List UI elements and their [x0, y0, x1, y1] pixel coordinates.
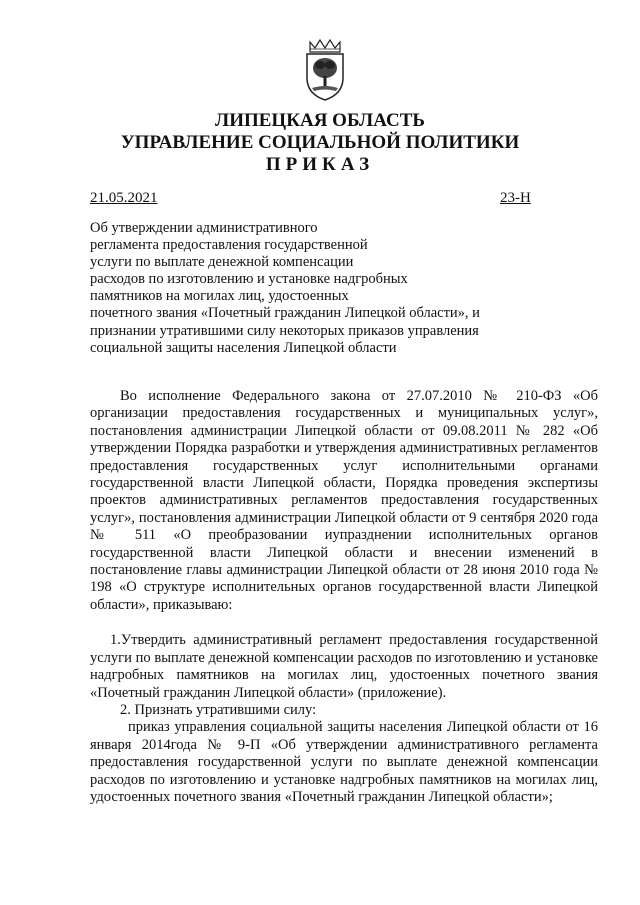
- region-title: ЛИПЕЦКАЯ ОБЛАСТЬ: [215, 110, 425, 131]
- subject-line: регламента предоставления государственной: [90, 237, 368, 254]
- subject-line: услуги по выплате денежной компенсации: [90, 254, 354, 271]
- order-date: 21.05.2021: [90, 190, 158, 206]
- subject-line: памятников на могилах лиц, удостоенных: [90, 288, 349, 305]
- order-number: 23-Н: [500, 190, 531, 206]
- intro-paragraph: Во исполнение Федерального закона от 27.07.2010 № 210-ФЗ «Об организации предоставления государственных и муниципальных услуг», постановления администрации Липецкой области от 09.08.2011 № 282 «Об утверждении Порядка разработки и утверждения административных регламентов предоставления государственных услуг исполнительными органами государственной власти Липецкой области, Порядка проведения экспертизы проектов административных регламентов предоставления государственных услуг», постановления администрации Липецкой области от 9 сентября 2020 года № 511 «О преобразовании иупразднении исполнительных органов государственной власти Липецкой области и внесении изменений в постановление главы администрации Липецкой области от 28 июня 2010 года № 198 «О структуре исполнительных органов государственной власти Липецкой области», приказываю:: [90, 388, 598, 613]
- order-body: [90, 388, 598, 806]
- subject-line: расходов по изготовлению и установке надгробных: [90, 271, 408, 288]
- document-type-title: ПРИКАЗ: [265, 154, 375, 175]
- subject-line: социальной защиты населения Липецкой области: [90, 339, 397, 356]
- item-2-paragraph: 2. Признать утратившими силу:: [120, 701, 317, 718]
- item-1-paragraph: 1.Утвердить административный регламент предоставления государственной услуги по выплате денежной компенсации расходов по изготовлению и установке надгробных памятников на могилах лиц, удостоенных почетного звания «Почетный гражданин Липецкой области» (приложение).: [90, 632, 598, 701]
- order-subject: [90, 220, 560, 357]
- subject-line: Об утверждении административного: [90, 220, 318, 236]
- subject-line: признании утратившими силу некоторых приказов управления: [90, 322, 479, 339]
- coat-of-arms-emblem: [300, 38, 350, 102]
- subject-line: почетного звания «Почетный гражданин Липецкой области», и: [90, 305, 480, 322]
- item-2a-paragraph: приказ управления социальной защиты населения Липецкой области от 16 января 2014года № 9-П «Об утверждении административного регламента предоставления государственной услуги по выплате денежной компенсации расходов по изготовлению и установке надгробных памятников на могилах лиц, удостоенных почетного звания «Почетный гражданин Липецкой области»;: [90, 719, 598, 805]
- department-title: УПРАВЛЕНИЕ СОЦИАЛЬНОЙ ПОЛИТИКИ: [120, 132, 520, 153]
